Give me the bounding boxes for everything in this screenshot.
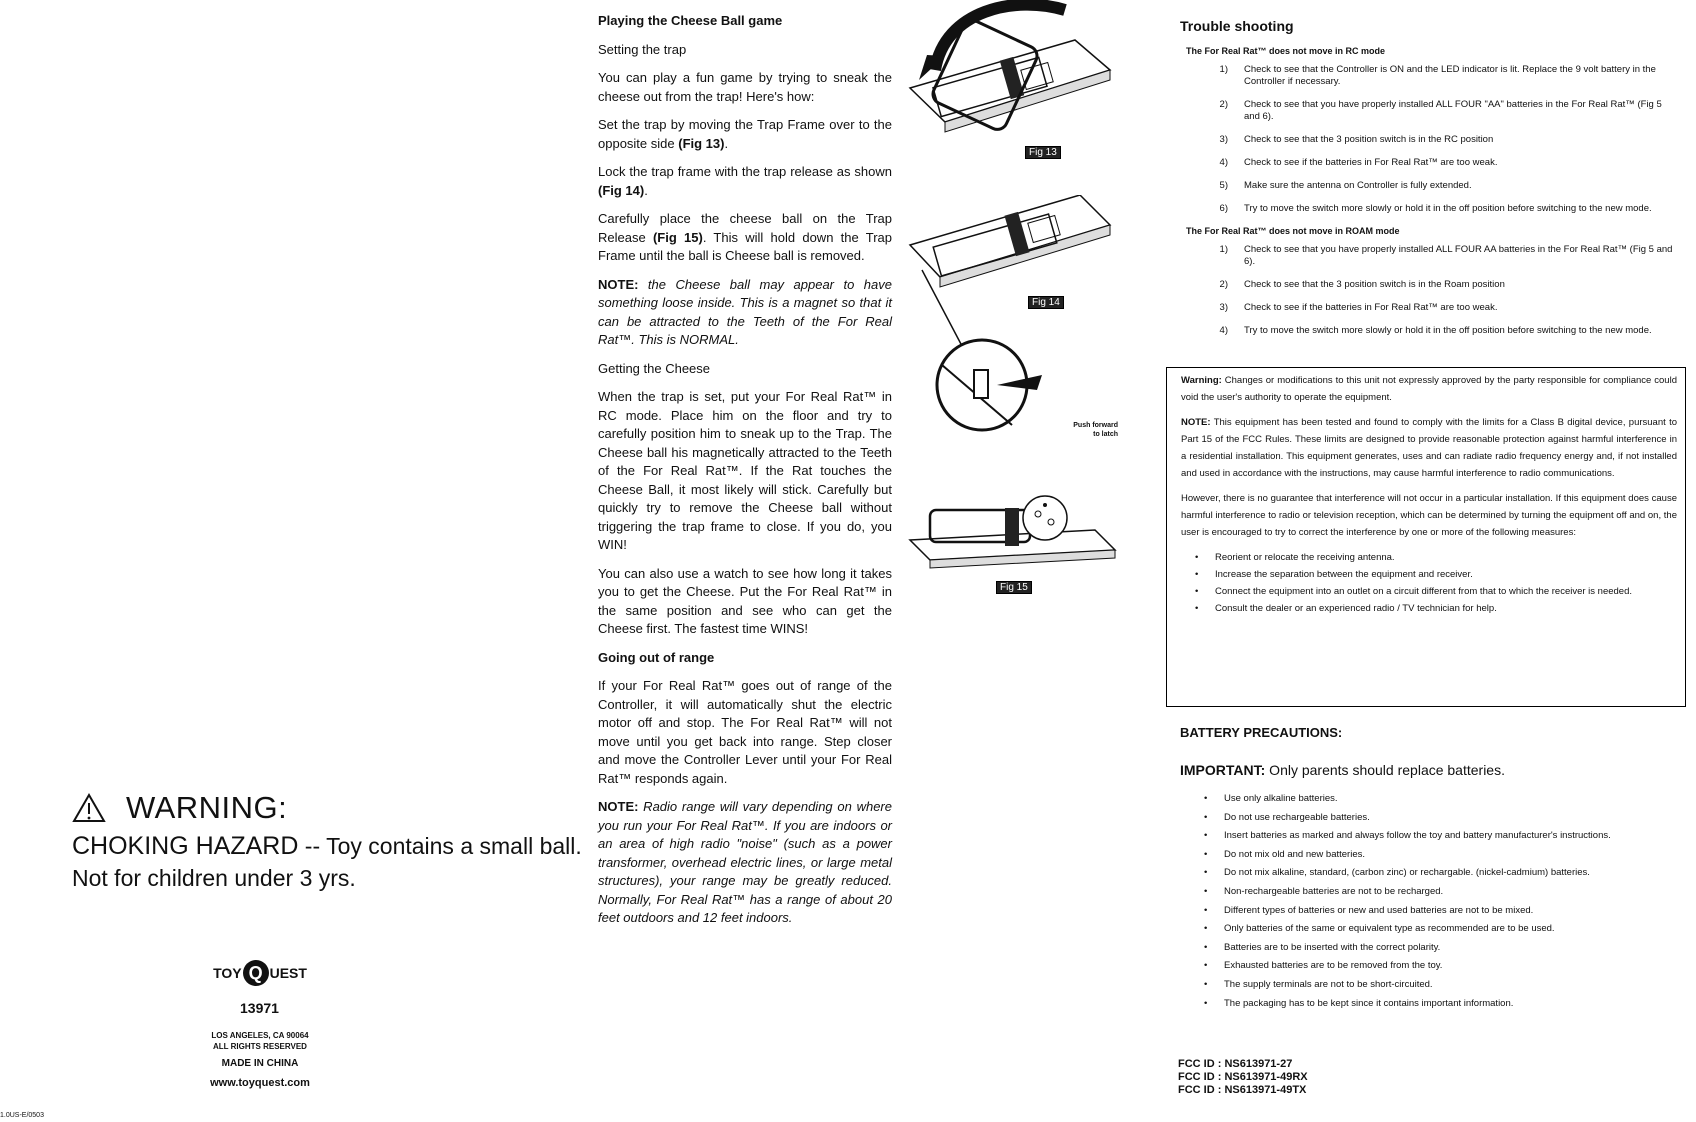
item-text: Check to see that the 3 position switch is in the RC position [1244, 134, 1494, 145]
item-number: 6) [1219, 203, 1228, 214]
fcc-note-text: This equipment has been tested and found to comply with the limits for a Class B digital device, pursuant to Part 15 of the FCC Rules. These limits are designed to provide reasonable protection against harmful interference in a residential installation. This equipment generates, uses and can radiate radio frequency energy and, if not installed and used in accordance with the instructions, may cause harmful interference to radio communications. [1181, 417, 1677, 479]
troubleshooting-section [1180, 18, 1680, 348]
battery-precaution-item: • Different types of batteries or new and used batteries are not to be mixed. [1224, 902, 1696, 921]
note-2-text: Radio range will vary depending on where you run your For Real Rat™. If you are indoors or an area of high radio "noise" (such as a power transformer, overhead electric lines, or large metal structures), your range may be greatly reduced. Normally, For Real Rat™ has a range of about 20 feet outdoors and 12 feet indoors. [598, 799, 892, 925]
item-number: 3) [1219, 302, 1228, 313]
para-5: When the trap is set, put your For Real Rat™ in RC mode. Place him on the floor and try to carefully position him to sneak up to the Trap. The Cheese ball his magnetically attracted to the Teeth of the For Real Rat™. If the Rat touches the Cheese Ball, it most likely will stick. Carefully but quickly try to remove the Cheese ball without triggering the trap frame to close. If you do, you WIN! [598, 389, 892, 552]
item-text: Check to see that you have properly installed ALL FOUR "AA" batteries in the For Real Rat™ (Fig 5 and 6). [1244, 99, 1662, 122]
para-2-end: . [724, 135, 729, 151]
item-number: 4) [1219, 157, 1228, 168]
para-1: You can play a fun game by trying to sneak the cheese out from the trap! Here's how: [598, 70, 892, 104]
address [180, 1030, 340, 1052]
important-text: Only parents should replace batteries. [1265, 762, 1505, 778]
troubleshooting-title: Trouble shooting [1180, 18, 1294, 34]
logo-right: UEST [269, 965, 307, 981]
item-text: Try to move the switch more slowly or hold it in the off position before switching to the new mode. [1244, 325, 1652, 336]
troubleshoot-item [1180, 99, 1680, 123]
warning-heading [72, 790, 287, 826]
address-line-2: ALL RIGHTS RESERVED [213, 1042, 307, 1051]
fcc-id-line: FCC ID : NS613971-49TX [1178, 1084, 1307, 1096]
item-number: 4) [1219, 325, 1228, 336]
important-label: IMPORTANT: [1180, 762, 1266, 778]
fcc-id-block [1178, 1058, 1308, 1097]
choking-main: CHOKING HAZARD [72, 832, 299, 860]
game-heading: Playing the Cheese Ball game [598, 13, 783, 28]
battery-precaution-item: • Do not mix old and new batteries. [1224, 846, 1696, 865]
item-number: 2) [1219, 99, 1228, 110]
fcc-id-line: FCC ID : NS613971-49RX [1178, 1071, 1308, 1083]
fig13-ref: (Fig 13) [678, 135, 725, 151]
battery-precaution-item: • Exhausted batteries are to be removed from the toy. [1224, 957, 1696, 976]
address-line-1: LOS ANGELES, CA 90064 [211, 1031, 309, 1040]
battery-precaution-item: • The packaging has to be kept since it contains important information. [1224, 995, 1696, 1014]
website-link: www.toyquest.com [210, 1077, 310, 1089]
fig15-trap-illustration [905, 490, 1120, 575]
fig15-label: Fig 15 [996, 581, 1032, 594]
battery-precaution-item: • Only batteries of the same or equivalent type as recommended are to be used. [1224, 920, 1696, 939]
item-text: Check to see if the batteries in For Real Rat™ are too weak. [1244, 157, 1498, 168]
roam-mode-heading: The For Real Rat™ does not move in ROAM mode [1186, 226, 1400, 236]
fcc-measure-item: • Increase the separation between the equipment and receiver. [1215, 566, 1677, 583]
item-number: 5) [1219, 180, 1228, 191]
battery-precaution-item: • The supply terminals are not to be short-circuited. [1224, 976, 1696, 995]
toyquest-logo [200, 960, 320, 986]
fig13-trap-illustration [905, 0, 1120, 150]
item-text: Check to see that the 3 position switch is in the Roam position [1244, 279, 1505, 290]
note-2 [598, 798, 892, 928]
battery-precaution-item: • Batteries are to be inserted with the correct polarity. [1224, 939, 1696, 958]
troubleshoot-item [1180, 325, 1680, 337]
fcc-measure-item: • Connect the equipment into an outlet on a circuit different from that to which the receiver is needed. [1215, 583, 1677, 600]
roam-mode-list [1180, 244, 1680, 337]
age-warning: Not for children under 3 yrs. [72, 865, 356, 891]
item-text: Check to see that you have properly installed ALL FOUR AA batteries in the For Real Rat™ (Fig 5 and 6). [1244, 244, 1673, 267]
choking-rest: -- Toy contains a small ball. [298, 833, 582, 859]
battery-precaution-item: • Do not use rechargeable batteries. [1224, 809, 1696, 828]
cheese-game-section [598, 12, 892, 938]
print-code: 1.0US-E/0503 [0, 1112, 44, 1119]
troubleshoot-item [1180, 302, 1680, 314]
troubleshoot-item [1180, 64, 1680, 88]
made-in: MADE IN CHINA [221, 1058, 299, 1069]
rc-mode-list [1180, 64, 1680, 215]
item-text: Check to see that the Controller is ON and the LED indicator is lit. Replace the 9 volt battery in the Controller if necessary. [1244, 64, 1656, 87]
item-number: 2) [1219, 279, 1228, 290]
note-1-text: the Cheese ball may appear to have something loose inside. This is a magnet so that it can be attracted to the Teeth of the For Real Rat™. This is NORMAL. [598, 276, 892, 347]
battery-precaution-item: • Do not mix alkaline, standard, (carbon zinc) or rechargable. (nickel-cadmium) batteries. [1224, 864, 1696, 883]
important-note [1180, 762, 1505, 778]
note-1 [598, 276, 892, 350]
item-number: 3) [1219, 134, 1228, 145]
item-text: Check to see if the batteries in For Real Rat™ are too weak. [1244, 302, 1498, 313]
troubleshoot-item [1180, 157, 1680, 169]
setting-trap-heading: Setting the trap [598, 41, 687, 57]
fcc-note-label: NOTE: [1181, 417, 1211, 428]
fcc-measure-item: • Reorient or relocate the receiving antenna. [1215, 549, 1677, 566]
para-3 [598, 163, 892, 200]
fig14-label: Fig 14 [1028, 296, 1064, 309]
para-4-text-1: Carefully place the cheese ball on the Trap Release [598, 211, 892, 245]
troubleshoot-item [1180, 134, 1680, 146]
fcc-id-line: FCC ID : NS613971-27 [1178, 1058, 1293, 1070]
warning-title: WARNING: [126, 790, 288, 825]
fcc-warning-text: Changes or modifications to this unit not expressly approved by the party responsible for compliance could void the user's authority to operate the equipment. [1181, 375, 1677, 403]
para-4-text-2: . This will hold down the Trap Frame until the ball is Cheese ball is removed. [598, 229, 892, 263]
rc-mode-heading: The For Real Rat™ does not move in RC mode [1186, 46, 1386, 56]
para-3-text: Lock the trap frame with the trap release as shown [598, 164, 892, 179]
battery-precaution-item: • Use only alkaline batteries. [1224, 790, 1696, 809]
fcc-however: However, there is no guarantee that interference will not occur in a particular installation. If this equipment does cause harmful interference to radio or television reception, which can be determined by turning the equipment off and on, the user is encouraged to try to correct the interference by one or more of the following measures: [1181, 493, 1677, 538]
choking-hazard [72, 832, 582, 861]
fig15-ref: (Fig 15) [652, 229, 703, 245]
para-2 [598, 116, 892, 153]
para-6: You can also use a watch to see how long it takes you to get the Cheese. Put the For Real Rat™ in the same position and see who can get the Cheese first. The fastest time WINS! [598, 565, 892, 636]
troubleshoot-item [1180, 203, 1680, 215]
troubleshoot-item [1180, 180, 1680, 192]
para-2-text: Set the trap by moving the Trap Frame over to the opposite side [598, 117, 892, 151]
fcc-warning-label: Warning: [1181, 375, 1222, 386]
battery-precautions-list [1190, 790, 1696, 1013]
push-label-2: to latch [1093, 431, 1118, 438]
para-3-end: . [644, 182, 648, 198]
troubleshoot-item [1180, 244, 1680, 268]
warning-triangle-icon [72, 793, 106, 823]
item-number: 1) [1219, 244, 1228, 255]
fcc-warning [1181, 372, 1677, 406]
range-heading: Going out of range [598, 649, 715, 665]
fcc-statement-box [1166, 367, 1686, 707]
logo-left: TOY [213, 965, 242, 981]
fcc-note [1181, 414, 1677, 482]
fig14-ref: (Fig 14) [598, 182, 645, 198]
push-label-1: Push forward [1073, 422, 1118, 429]
note-1-label: NOTE: [598, 276, 639, 292]
battery-precaution-item: • Non-rechargeable batteries are not to be recharged. [1224, 883, 1696, 902]
note-2-label: NOTE: [598, 799, 639, 814]
fcc-measures-list [1181, 549, 1677, 617]
push-to-latch-label [1062, 421, 1118, 439]
item-text: Try to move the switch more slowly or hold it in the off position before switching to the new mode. [1244, 203, 1652, 214]
para-7: If your For Real Rat™ goes out of range of the Controller, it will automatically shut the electric motor off and stop. The For Real Rat™ will not move until you get back into range. Step closer and move the Controller Lever until your For Real Rat™ responds again. [598, 678, 892, 786]
fig13-label: Fig 13 [1025, 146, 1061, 159]
item-number: 13971 [240, 1000, 279, 1016]
para-4 [598, 210, 892, 266]
getting-cheese-heading: Getting the Cheese [598, 360, 711, 376]
latch-detail-illustration [912, 265, 1052, 450]
item-number: 1) [1219, 64, 1228, 75]
item-text: Make sure the antenna on Controller is fully extended. [1244, 180, 1472, 191]
troubleshoot-item [1180, 279, 1680, 291]
logo-q-icon: Q [243, 960, 269, 986]
fcc-measure-item: • Consult the dealer or an experienced radio / TV technician for help. [1215, 600, 1677, 617]
battery-precaution-item: • Insert batteries as marked and always follow the toy and battery manufacturer's instructions. [1224, 827, 1696, 846]
battery-precautions-title: BATTERY PRECAUTIONS: [1180, 725, 1343, 740]
